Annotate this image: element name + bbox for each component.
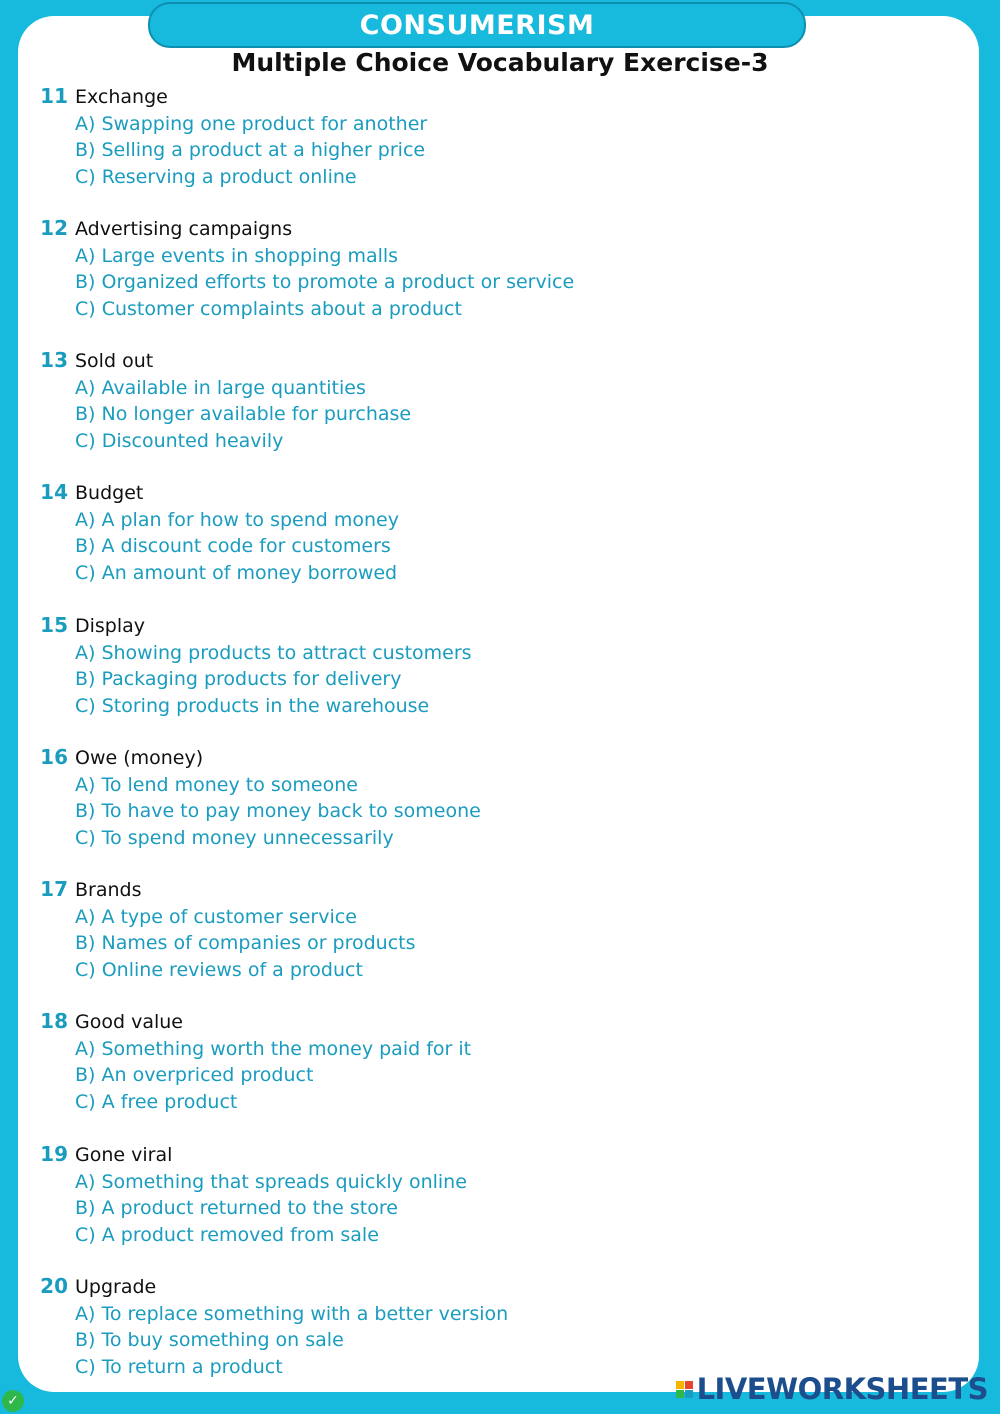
question-word: Owe (money) — [75, 747, 204, 769]
question-number: 11 — [40, 84, 68, 108]
option-c[interactable]: C) Customer complaints about a product — [75, 298, 462, 320]
question-word: Display — [75, 615, 146, 637]
check-circle-icon: ✓ — [2, 1390, 24, 1412]
option-a[interactable]: A) A plan for how to spend money — [75, 509, 399, 531]
question-12 — [0, 216, 1000, 326]
logo-icon — [676, 1381, 693, 1398]
liveworksheets-logo[interactable] — [676, 1372, 988, 1406]
question-number: 14 — [40, 480, 68, 504]
option-c[interactable]: C) To spend money unnecessarily — [75, 827, 394, 849]
option-b[interactable]: B) Organized efforts to promote a product or service — [75, 271, 575, 293]
question-word: Sold out — [75, 350, 154, 372]
question-20 — [0, 1274, 1000, 1384]
option-b[interactable]: B) A discount code for customers — [75, 535, 391, 557]
option-b[interactable]: B) An overpriced product — [75, 1064, 314, 1086]
question-word: Gone viral — [75, 1144, 173, 1166]
question-number: 20 — [40, 1274, 68, 1298]
option-b[interactable]: B) A product returned to the store — [75, 1197, 398, 1219]
option-b[interactable]: B) Packaging products for delivery — [75, 668, 402, 690]
option-a[interactable]: A) Something that spreads quickly online — [75, 1171, 467, 1193]
option-a[interactable]: A) Something worth the money paid for it — [75, 1038, 472, 1060]
question-16 — [0, 745, 1000, 855]
option-a[interactable]: A) To replace something with a better version — [75, 1303, 509, 1325]
option-b[interactable]: B) To have to pay money back to someone — [75, 800, 481, 822]
option-a[interactable]: A) Large events in shopping malls — [75, 245, 399, 267]
question-19 — [0, 1142, 1000, 1252]
question-number: 16 — [40, 745, 68, 769]
option-c[interactable]: C) An amount of money borrowed — [75, 562, 398, 584]
option-c[interactable]: C) Reserving a product online — [75, 166, 357, 188]
question-word: Advertising campaigns — [75, 218, 293, 240]
option-a[interactable]: A) To lend money to someone — [75, 774, 358, 796]
option-a[interactable]: A) Available in large quantities — [75, 377, 366, 399]
question-15 — [0, 613, 1000, 723]
question-17 — [0, 877, 1000, 987]
option-b[interactable]: B) To buy something on sale — [75, 1329, 344, 1351]
page-title: CONSUMERISM — [148, 2, 806, 48]
question-number: 13 — [40, 348, 68, 372]
brand-name: LIVEWORKSHEETS — [696, 1372, 988, 1406]
option-c[interactable]: C) To return a product — [75, 1356, 283, 1378]
question-11 — [0, 84, 1000, 194]
question-18 — [0, 1009, 1000, 1119]
option-c[interactable]: C) A free product — [75, 1091, 238, 1113]
question-word: Exchange — [75, 86, 168, 108]
option-a[interactable]: A) Showing products to attract customers — [75, 642, 472, 664]
question-number: 19 — [40, 1142, 68, 1166]
question-number: 12 — [40, 216, 68, 240]
question-word: Brands — [75, 879, 142, 901]
option-c[interactable]: C) Storing products in the warehouse — [75, 695, 430, 717]
page-subtitle: Multiple Choice Vocabulary Exercise-3 — [231, 48, 769, 77]
question-word: Budget — [75, 482, 144, 504]
option-b[interactable]: B) Selling a product at a higher price — [75, 139, 426, 161]
option-c[interactable]: C) A product removed from sale — [75, 1224, 379, 1246]
question-word: Upgrade — [75, 1276, 157, 1298]
option-c[interactable]: C) Online reviews of a product — [75, 959, 363, 981]
question-13 — [0, 348, 1000, 458]
option-b[interactable]: B) Names of companies or products — [75, 932, 416, 954]
question-number: 17 — [40, 877, 68, 901]
option-a[interactable]: A) Swapping one product for another — [75, 113, 428, 135]
question-number: 18 — [40, 1009, 68, 1033]
option-b[interactable]: B) No longer available for purchase — [75, 403, 412, 425]
option-c[interactable]: C) Discounted heavily — [75, 430, 284, 452]
option-a[interactable]: A) A type of customer service — [75, 906, 357, 928]
question-14 — [0, 480, 1000, 590]
question-number: 15 — [40, 613, 68, 637]
question-word: Good value — [75, 1011, 183, 1033]
